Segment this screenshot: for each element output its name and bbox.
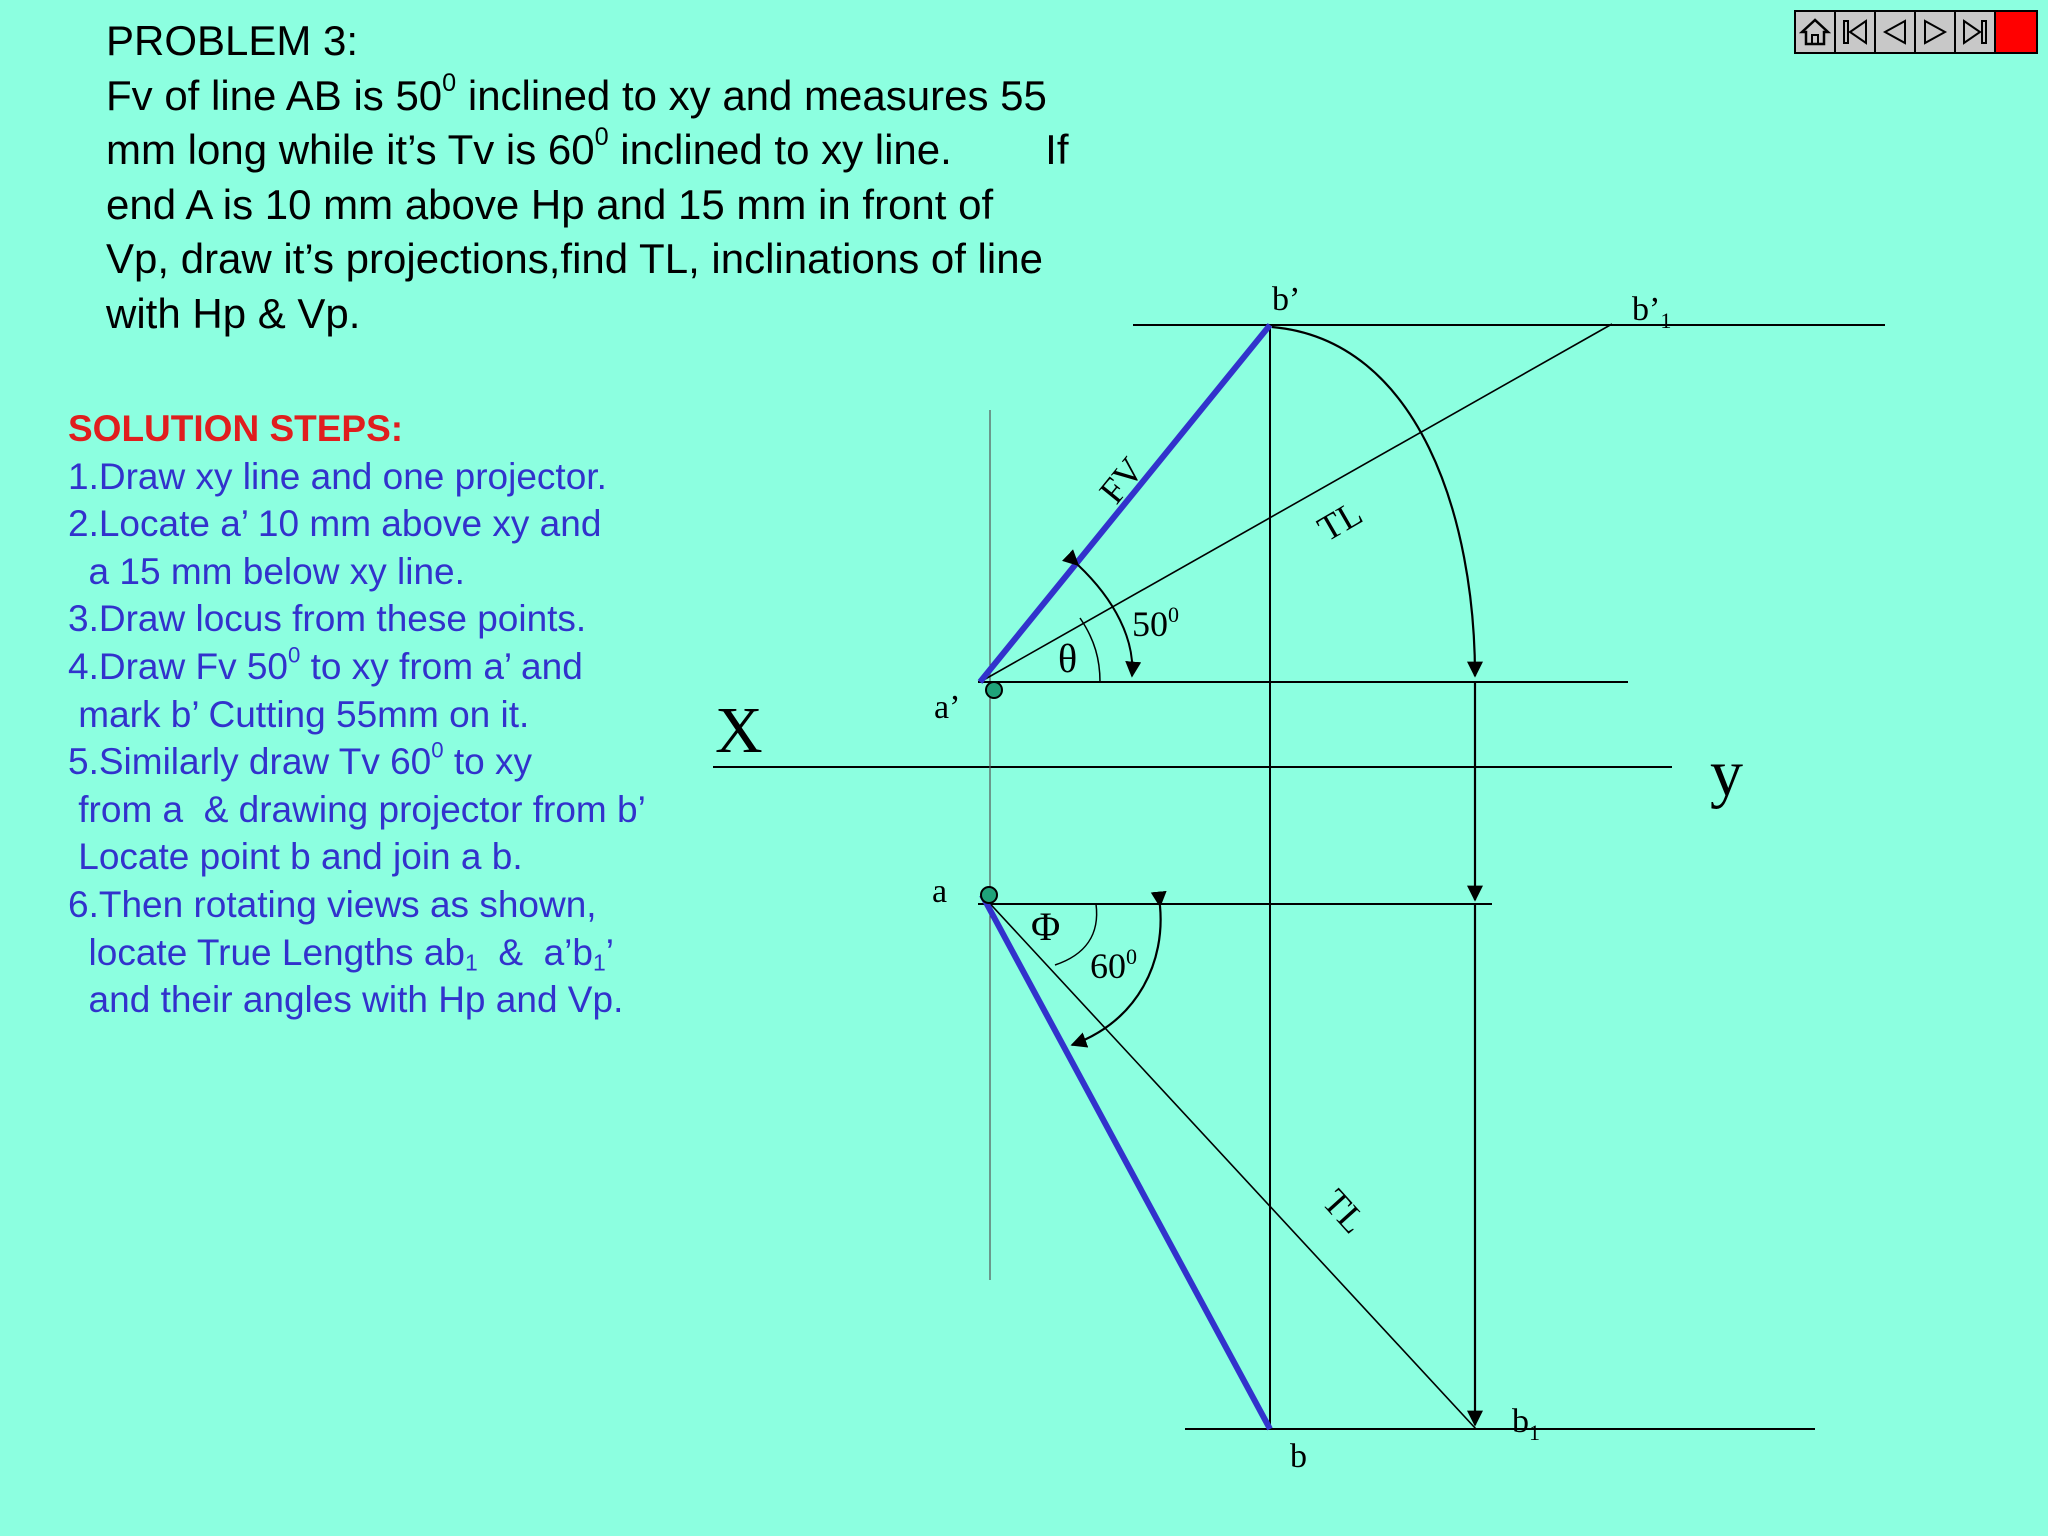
step-5b: from a & drawing projector from b’ bbox=[68, 788, 646, 830]
label-theta: θ bbox=[1058, 636, 1078, 681]
step-4b: mark b’ Cutting 55mm on it. bbox=[68, 693, 530, 735]
point-a bbox=[981, 887, 997, 903]
point-a-prime bbox=[986, 682, 1002, 698]
label-b1: $b_1$ bbox=[1512, 1403, 1540, 1445]
rotation-arc bbox=[1272, 327, 1475, 676]
step-4a: 4.Draw Fv $50^0$ to xy from a’ and bbox=[68, 642, 583, 687]
label-b: b bbox=[1290, 1438, 1307, 1475]
label-a: a bbox=[932, 873, 948, 910]
label-phi: Φ bbox=[1031, 904, 1061, 949]
step-6c: and their angles with Hp and Vp. bbox=[68, 979, 624, 1021]
step-3: 3.Draw locus from these points. bbox=[68, 598, 587, 640]
step-2a: 2.Locate a’ 10 mm above xy and bbox=[68, 503, 602, 545]
label-tl-upper: TL bbox=[1310, 492, 1369, 550]
problem-line-5: with Hp & Vp. bbox=[106, 289, 361, 337]
label-b1-prime: $b’_1$ bbox=[1632, 291, 1672, 333]
label-b-prime: b’ bbox=[1272, 281, 1301, 318]
x-label: X bbox=[715, 694, 763, 767]
label-fv: FV bbox=[1091, 449, 1152, 511]
label-angle-50: $50^0$ bbox=[1132, 602, 1179, 644]
problem-line-3: end A is 10 mm above Hp and 15 mm in front of bbox=[106, 180, 994, 228]
problem-title: PROBLEM 3: bbox=[106, 17, 359, 64]
step-5c: Locate point b and join a b. bbox=[68, 836, 523, 878]
step-6b: locate True Lengths $ab_1$ & $a’b_1$’ bbox=[68, 931, 614, 976]
step-2b: a 15 mm below xy line. bbox=[68, 550, 465, 592]
steps-heading: SOLUTION STEPS: bbox=[68, 408, 404, 449]
label-angle-60: $60^0$ bbox=[1090, 944, 1137, 986]
label-tl-lower: TL bbox=[1314, 1181, 1374, 1241]
step-6a: 6.Then rotating views as shown, bbox=[68, 883, 597, 925]
problem-line-4: Vp, draw it’s projections,find TL, inclinations of line bbox=[106, 235, 1043, 282]
problem-line-1: Fv of line AB is $50^0$ inclined to xy and measures 55 bbox=[106, 68, 1047, 119]
angle-50-arc bbox=[1078, 565, 1132, 676]
step-1: 1.Draw xy line and one projector. bbox=[68, 455, 607, 497]
y-label: y bbox=[1710, 737, 1743, 810]
label-a-prime: a’ bbox=[934, 689, 961, 726]
problem-line-2: mm long while it’s Tv is $60^0$ inclined to xy line. If bbox=[106, 123, 1069, 173]
theta-arc bbox=[1080, 618, 1100, 682]
step-5a: 5.Similarly draw Tv $60^0$ to xy bbox=[68, 737, 533, 783]
top-view-line bbox=[982, 895, 1270, 1429]
true-length-front bbox=[980, 324, 1612, 682]
